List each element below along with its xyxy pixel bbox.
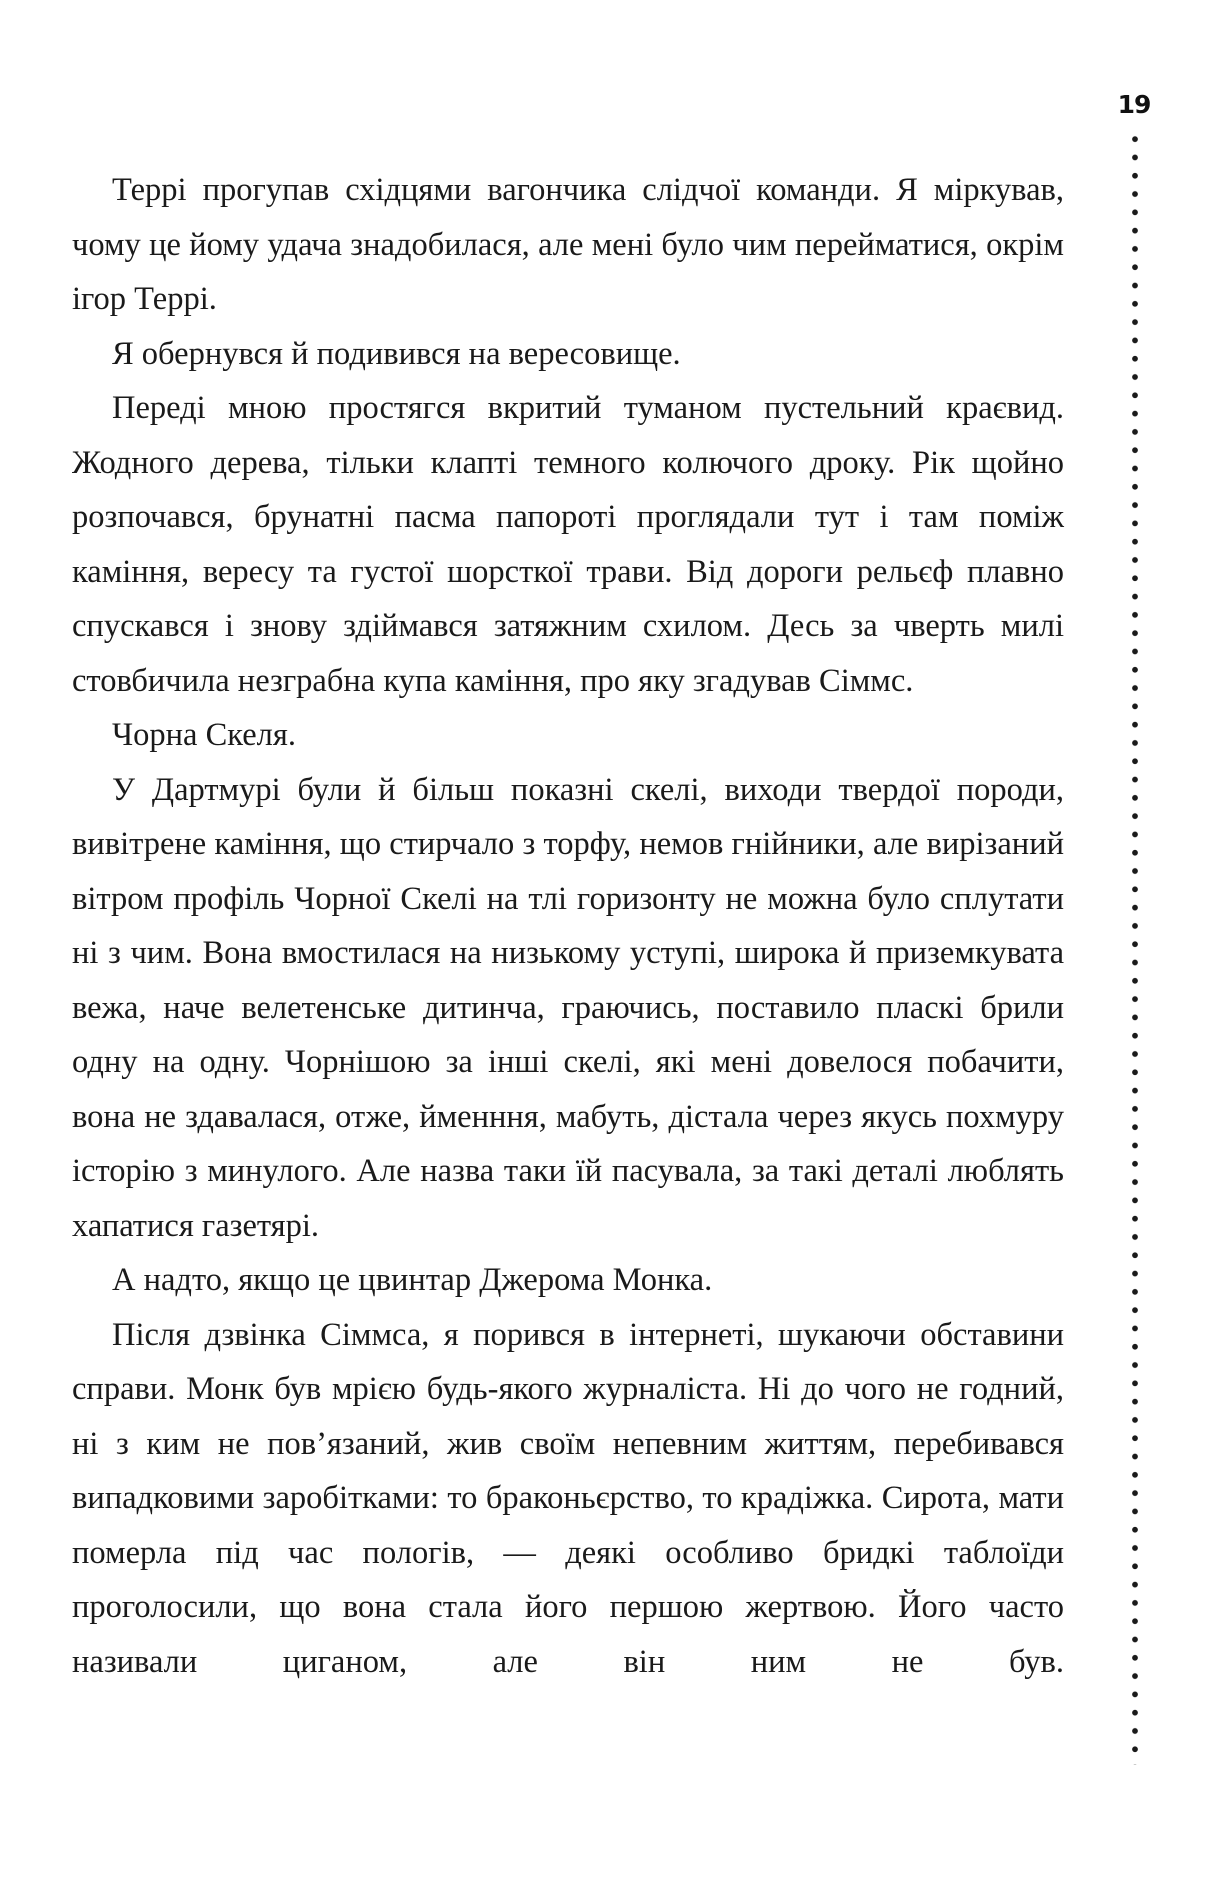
dotted-margin-rule xyxy=(1129,130,1141,1765)
paragraph: У Дартмурі були й більш показні скелі, виходи твердої породи, вивітрене каміння, що стирчало з торфу, немов гнійники, але вирізаний вітром профіль Чорної Скелі на тлі горизонту не можна було сплутати ні з чим. Вона вмостилася на низькому уступі, широка й приземкувата вежа, наче велетенське дитинча, граючись, поставило пласкі брили одну на одну. Чорнішою за інші скелі, які мені довелося побачити, вона не здавалася, отже, йменння, мабуть, дістала через якусь похмуру історію з минулого. Але назва таки їй пасувала, за такі деталі люблять хапатися газетярі. xyxy=(72,771,1064,1244)
page-number: 19 xyxy=(1117,90,1151,119)
paragraph: Террі прогупав східцями вагончика слідчої команди. Я міркував, чому це йому удача знадобилася, але мені було чим перейматися, окрім ігор Террі. xyxy=(72,172,1064,317)
paragraph: Переді мною простягся вкритий туманом пустельний краєвид. Жодного дерева, тільки клапті темного колючого дроку. Рік щойно розпочався, брунатні пасма папороті проглядали тут і там поміж каміння, вересу та густої шорсткої трави. Від дороги рельєф плавно спускався і знову здіймався затяжним схилом. Десь за чверть милі стовбичила незграбна купа каміння, про яку згадував Сіммс. xyxy=(72,390,1064,699)
paragraph: Чорна Скеля. xyxy=(112,717,296,753)
text-body xyxy=(72,163,1064,1689)
paragraph: А надто, якщо це цвинтар Джерома Монка. xyxy=(112,1262,713,1298)
paragraph: Я обернувся й подивився на вересовище. xyxy=(112,335,681,372)
paragraph: Після дзвінка Сіммса, я порився в інтернеті, шукаючи обставини справи. Монк був мрією будь-якого журналіста. Ні до чого не годний, ні з ким не пов’язаний, жив своїм непевним життям, перебивався випадковими заробітками: то браконьєрство, то крадіжка. Сирота, мати померла під час пологів, — деякі особливо бридкі таблоїди проголосили, що вона стала його першою жертвою. Його часто називали циганом, але він ним не був. xyxy=(72,1316,1064,1680)
